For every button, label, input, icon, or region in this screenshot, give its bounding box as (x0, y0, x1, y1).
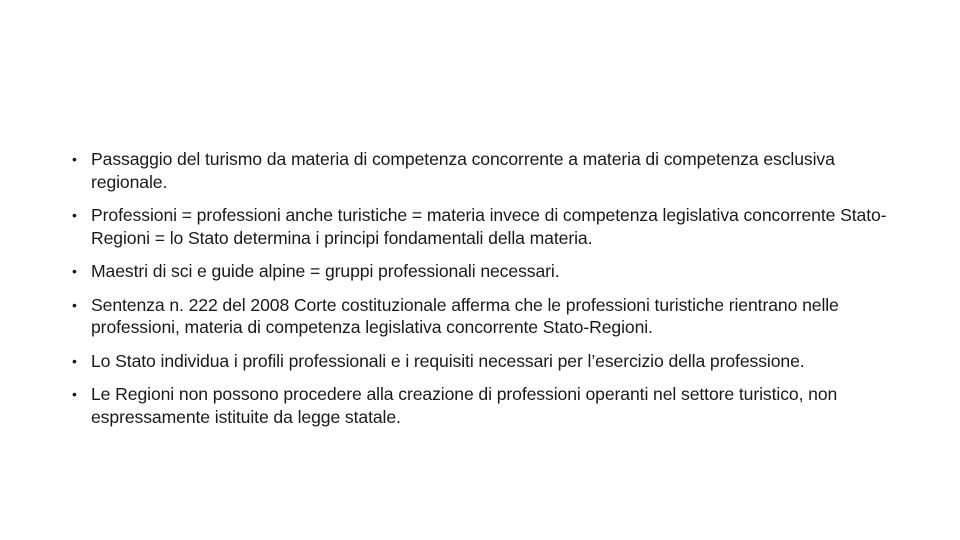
bullet-item-professioni (72, 204, 902, 249)
bullet-marker: • (72, 352, 77, 369)
bullet-item-regioni (72, 383, 902, 428)
bullet-marker: • (72, 386, 77, 402)
bullet-item-sentenza (72, 294, 902, 339)
bullet-text: Lo Stato individua i profili professionali e i requisiti necessari per l’esercizio della professione. (91, 350, 805, 371)
bullet-text: Passaggio del turismo da materia di competenza concorrente a materia di competenza esclusiva regionale. (91, 149, 835, 192)
bullet-marker: • (72, 151, 77, 167)
bullet-marker: • (72, 263, 77, 279)
bullet-item-stato (72, 350, 902, 373)
bullet-text: Professioni = professioni anche turistiche = materia invece di competenza legislativa concorrente Stato-Regioni = lo Stato determina i principi fondamentali della materia. (91, 205, 887, 248)
bullet-item-maestri (72, 260, 902, 283)
bullet-item-turismo (72, 148, 902, 193)
bullet-marker: • (72, 296, 77, 313)
bullet-marker: • (72, 207, 77, 223)
bullet-list (72, 148, 902, 439)
bullet-text: Le Regioni non possono procedere alla creazione di professioni operanti nel settore turistico, non espressamente istituite da legge statale. (91, 384, 838, 427)
bullet-text: Maestri di sci e guide alpine = gruppi professionali necessari. (91, 261, 560, 281)
bullet-text: Sentenza n. 222 del 2008 Corte costituzionale afferma che le professioni turistiche rientrano nelle professioni, materia di competenza legislativa concorrente Stato-Regioni. (91, 294, 839, 337)
